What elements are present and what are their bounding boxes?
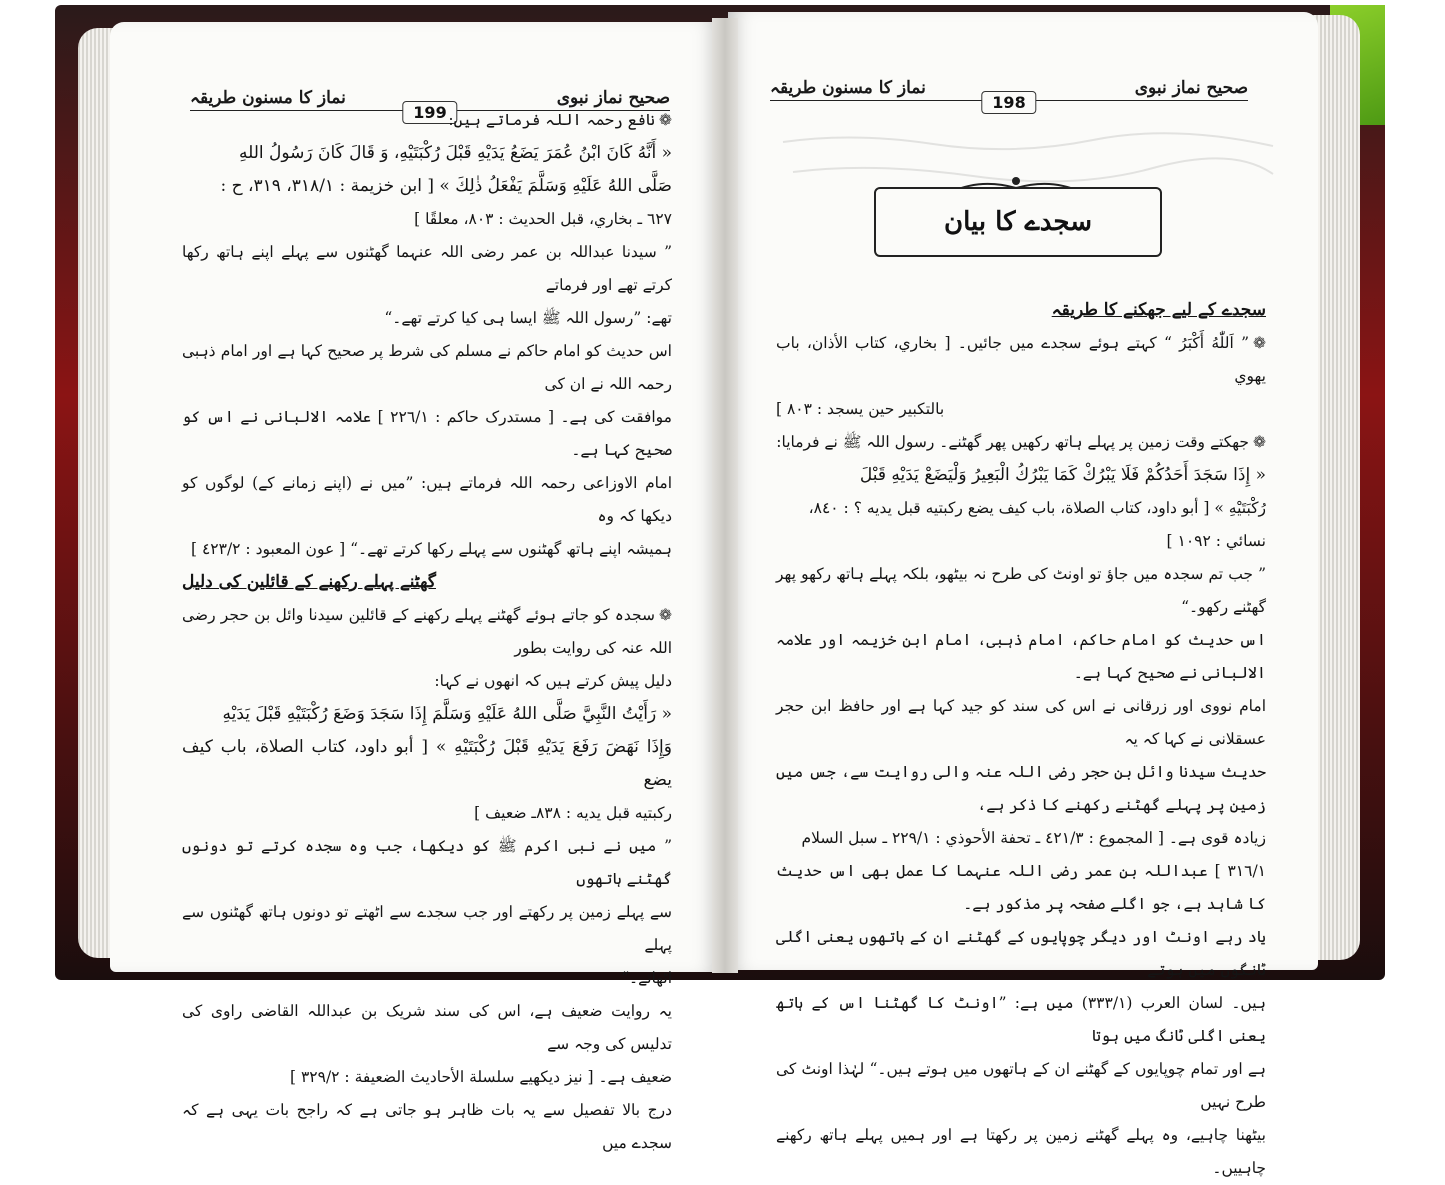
text-line: زیادہ قوی ہے۔ [ المجموع : ٤٢١/٣ ـ تحفة الأحوذي : ٢٢٩/١ ـ سبل السلام xyxy=(801,829,1266,847)
flower-bullet-icon: ❁ xyxy=(659,111,672,129)
text-line: ضعیف ہے۔ [ نیز دیکھیے سلسلة الأحاديث الضعيفة : ٣٢٩/٢ ] xyxy=(289,1068,672,1086)
text-line: بالتكبير حين يسجد : ٨٠٣ ] xyxy=(776,400,945,418)
flower-bullet-icon: ❁ xyxy=(1253,433,1266,451)
text-line: ❁جھکتے وقت زمین پر پہلے ہاتھ رکھیں پھر گھٹنے۔ رسول اللہ ﷺ نے فرمایا: xyxy=(776,433,1266,451)
text-line: موافقت کی ہے۔ [ مستدرک حاکم : ٢٢٦/١ ] علامہ الالبانی نے اس کو صحیح کہا ہے۔ xyxy=(182,408,672,459)
text-line: صَلَّى اللهُ عَلَيْهِ وَسَلَّمَ يَفْعَلُ ذٰلِكَ » [ ابن خزيمة : ٣١٨/١، ٣١٩، ح : xyxy=(220,176,672,196)
page-number: 198 xyxy=(981,91,1036,114)
text-line: وَإِذَا نَهَضَ رَفَعَ يَدَيْهِ قَبْلَ رُكْبَتَيْهِ » [ أبو داود، كتاب الصلاة، باب كيف يضع xyxy=(182,737,672,790)
left-page-body xyxy=(182,104,672,1160)
text-line: ہیں۔ لسان العرب (٣٣٣/١) میں ہے: ”اونٹ کا گھٹنا اس کے ہاتھ یعنی اگلی ٹانگ میں ہوتا xyxy=(776,994,1266,1045)
text-line: ٣١٦/١ ] عبداللہ بن عمر رضی اللہ عنہما کا عمل بھی اس حدیث کا شاہد ہے، جو اگلے صفحہ پر مذکور ہے۔ xyxy=(776,862,1266,913)
text-line: درج بالا تفصیل سے یہ بات ظاہر ہو جاتی ہے کہ راجح بات یہی ہے کہ سجدے میں xyxy=(182,1101,672,1152)
text-line: ٦٢٧ ـ بخاري، قبل الحديث : ٨٠٣، معلقًا ] xyxy=(414,210,672,228)
left-page xyxy=(110,22,720,1152)
header-book-title: صحیح نماز نبوی xyxy=(1134,78,1248,98)
right-page-header xyxy=(770,60,1248,112)
text-line: ” سیدنا عبداللہ بن عمر رضی اللہ عنہما گھٹنوں سے پہلے اپنے ہاتھ رکھا کرتے تھے اور فرماتے xyxy=(182,243,672,294)
text-line: امام الاوزاعی رحمہ اللہ فرماتے ہیں: ”میں نے (اپنے زمانے کے) لوگوں کو دیکھا کہ وہ xyxy=(182,474,672,525)
header-book-title: صحیح نماز نبوی xyxy=(556,88,670,108)
page-number: 199 xyxy=(402,101,457,124)
text-line: یاد رہے اونٹ اور دیگر چوپایوں کے گھٹنے ان کے ہاتھوں یعنی اگلی ٹانگوں میں ہوتے xyxy=(776,928,1266,979)
text-line: ❁نافع رحمہ اللہ فرماتے ہیں: xyxy=(448,111,672,129)
text-line: ہے اور تمام چوپایوں کے گھٹنے ان کے ہاتھوں میں ہوتے ہیں۔“ لہٰذا اونٹ کی طرح نہیں xyxy=(776,1060,1266,1111)
text-line: رُكْبَتَيْهِ » [ أبو داود، كتاب الصلاة، باب كيف يضع ركبتيه قبل يديه ؟ : ٨٤٠، xyxy=(808,499,1266,517)
flower-bullet-icon: ❁ xyxy=(659,606,672,624)
text-line: نسائي : ١٠٩٢ ] xyxy=(1166,532,1266,550)
flower-bullet-icon: ❁ xyxy=(1253,334,1266,352)
section-heading: گھٹنے پہلے رکھنے کے قائلین کی دلیل xyxy=(182,572,436,592)
right-page xyxy=(728,12,1318,1177)
text-line: « إِذَا سَجَدَ أَحَدُكُمْ فَلَا يَبْرُكْ كَمَا يَبْرُكُ الْبَعِيرُ وَلْيَضَعْ يَدَيْهِ قَبْلَ xyxy=(859,465,1266,485)
text-line: ” میں نے نبی اکرم ﷺ کو دیکھا، جب وہ سجدہ کرتے تو دونوں گھٹنے ہاتھوں xyxy=(182,837,672,888)
text-line: امام نووی اور زرقانی نے اس کی سند کو جید کہا ہے اور حافظ ابن حجر عسقلانی نے کہا کہ یہ xyxy=(776,697,1266,748)
text-line: دلیل پیش کرتے ہیں کہ انھوں نے کہا: xyxy=(434,672,672,690)
text-line: یہ روایت ضعیف ہے، اس کی سند شریک بن عبداللہ القاضی راوی کی تدلیس کی وجہ سے xyxy=(182,1002,672,1053)
text-line: ❁سجدہ کو جاتے ہوئے گھٹنے پہلے رکھنے کے قائلین سیدنا وائل بن حجر رضی اللہ عنہ کی روایت بطور xyxy=(182,606,672,657)
text-line: حدیث سیدنا وائل بن حجر رضی اللہ عنہ والی روایت سے، جس میں زمین پر پہلے گھٹنے رکھنے کا ذکر ہے، xyxy=(776,763,1266,814)
text-line: « رَأَيْتُ النَّبِيَّ صَلَّى اللهُ عَلَيْهِ وَسَلَّمَ إِذَا سَجَدَ وَضَعَ رُكْبَتَيْهِ قَبْلَ يَدَيْهِ xyxy=(222,704,672,724)
chapter-title: سجدے کا بیان xyxy=(874,187,1162,257)
text-line: تھے: ”رسول اللہ ﷺ ایسا ہی کیا کرتے تھے۔“ xyxy=(384,309,672,327)
text-line: ❁” اَللّٰهُ أَكْبَرُ “ کہتے ہوئے سجدے میں جائیں۔ [ بخاري، كتاب الأذان، باب يهوي xyxy=(776,334,1266,385)
right-page-body xyxy=(776,294,1266,1185)
text-line: « أَنَّهُ كَانَ ابْنُ عُمَرَ يَضَعُ يَدَيْهِ قَبْلَ رُكْبَتَيْهِ، وَ قَالَ كَانَ رَسُولُ اللهِ xyxy=(238,143,672,163)
text-line: اٹھاتے۔“ xyxy=(621,969,672,987)
text-line: ہمیشہ اپنے ہاتھ گھٹنوں سے پہلے رکھا کرتے تھے۔“ [ عون المعبود : ٤٢٣/٢ ] xyxy=(190,540,672,558)
text-line: ركبتيه قبل يديه : ٨٣٨ـ ضعيف ] xyxy=(474,804,672,822)
text-line: اس حدیث کو امام حاکم نے مسلم کی شرط پر صحیح کہا ہے اور امام ذہبی رحمہ اللہ نے ان کی xyxy=(182,342,672,393)
book-spine-gutter xyxy=(712,18,738,973)
text-line: سے پہلے زمین پر رکھتے اور جب سجدے سے اٹھتے تو دونوں ہاتھ گھٹنوں سے پہلے xyxy=(182,903,672,954)
section-heading: سجدے کے لیے جھکنے کا طریقہ xyxy=(1051,300,1266,320)
text-line: اس حدیث کو امام حاکم، امام ذہبی، امام ابن خزیمہ اور علامہ الالبانی نے صحیح کہا ہے۔ xyxy=(776,631,1266,682)
text-line: بیٹھنا چاہیے، وہ پہلے گھٹنے زمین پر رکھتا ہے اور ہمیں پہلے ہاتھ رکھنے چاہییں۔ xyxy=(776,1126,1266,1177)
header-chapter-title: نماز کا مسنون طریقہ xyxy=(190,88,346,108)
text-line: ” جب تم سجدہ میں جاؤ تو اونٹ کی طرح نہ بیٹھو، بلکہ پہلے ہاتھ رکھو پھر گھٹنے رکھو۔“ xyxy=(776,565,1266,616)
header-chapter-title: نماز کا مسنون طریقہ xyxy=(770,78,926,98)
